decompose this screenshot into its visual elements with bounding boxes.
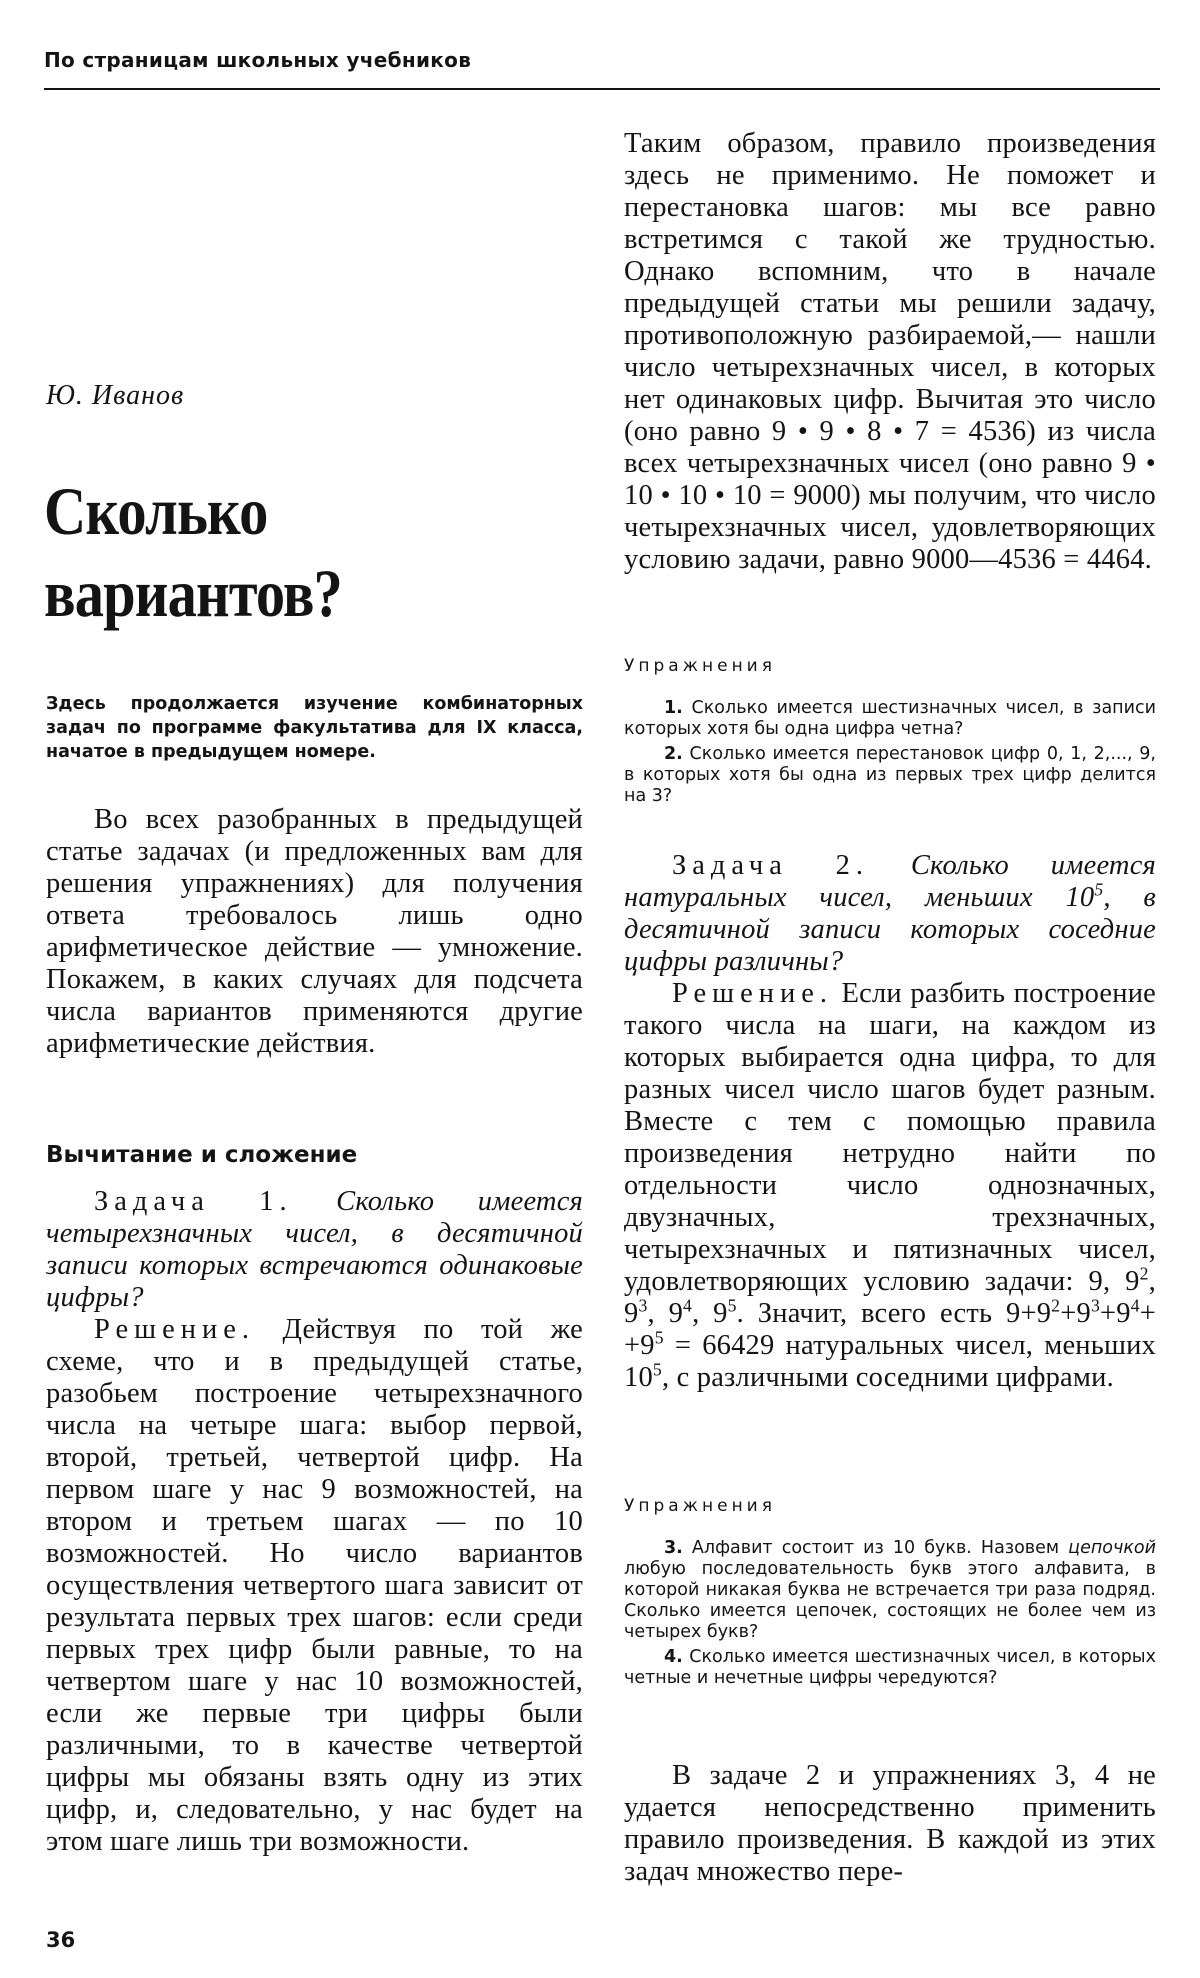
task-1-text: Сколько имеется четырехзначных чисел, в десятичной записи которых встречаются одинаковые цифры? [46, 1186, 584, 1313]
task-2-text-b: , в десятичной записи которых соседние цифры различны? [624, 882, 1156, 977]
exercise-4-number: 4. [664, 1647, 683, 1667]
exercise-2 [624, 744, 1156, 807]
section-heading: Вычитание и сложение [46, 1142, 358, 1168]
solution-1-text: Действуя по той же схеме, что и в предыдущей статье, разобьем построение четырехзначного числа на четыре шага: выбор первой, второй, третьей, четвертой цифр. На первом шаге у нас 9 возможностей, на втором и третьем шагах — по 10 возможностей. Но число вариантов осуществления четвертого шага зависит от результата первых трех шагов: если среди первых трех цифр были равные, то на четвертом шаге у нас 10 возможностей, если же первые три цифры были различными, то в качестве четвертой цифры мы обязаны взять одну из этих цифр, и, следовательно, у нас будет на этом шаге лишь три возможности. [46, 1314, 584, 1857]
exercise-2-number: 2. [664, 744, 683, 764]
solution-1 [46, 1314, 583, 1858]
exercises-block-1 [624, 656, 1156, 811]
exercise-4 [624, 1647, 1156, 1689]
exercise-1-text: Сколько имеется шестизначных чисел, в записи которых хотя бы одна цифра четна? [624, 698, 1156, 739]
task-2-exp: 5 [1094, 879, 1104, 900]
exercise-3-text-b: любую последовательность букв этого алфавита, в которой никакая буква не встречается три раза подряд. Сколько имеется цепочек, состоящих не более чем из четырех букв? [624, 1559, 1156, 1642]
right-column-top [624, 128, 1156, 576]
solution-1-label: Решение. [94, 1314, 255, 1345]
exercise-1-number: 1. [664, 698, 683, 718]
title-line-1: Сколько [44, 473, 268, 549]
running-header: По страницам школьных учебников [44, 48, 472, 72]
exercises-heading-1: Упражнения [624, 656, 776, 676]
solution-2-label: Решение. [672, 978, 833, 1009]
exercise-3 [624, 1538, 1156, 1643]
exercises-heading-2: Упражнения [624, 1496, 776, 1516]
solution-2: Решение. Если разбить построение такого числа на шаги, на каждом из которых выбирается одна цифра, то для разных чисел число шагов будет разным. Вместе с тем с помощью правила произведения нетрудно найти по отдельности число однозначных, двузначных, трехзначных, четырехзначных и пятизначных чисел, удовлетворяющих условию задачи: 9, $9^2$, $9^3$, $9^4$, $9^5$. Значит, всего есть $9+9^2+9^3+9^4+ +9^5 = 66429$ натуральных чисел, меньших $10^5$, с различными соседними цифрами. [624, 978, 1157, 1393]
exercises-list-2 [624, 1538, 1156, 1689]
closing-block [624, 1760, 1156, 1888]
closing-paragraph: В задаче 2 и упражнениях 3, 4 не удается непосредственно применить правило произведения. В каждой из этих задач множество пере- [624, 1760, 1156, 1887]
exercises-list-1 [624, 698, 1156, 807]
task-1-block [46, 1186, 583, 1858]
task-2 [624, 850, 1156, 978]
exercises-block-2 [624, 1496, 1156, 1693]
exercise-4-text: Сколько имеется шестизначных чисел, в которых четные и нечетные цифры чередуются? [624, 1647, 1156, 1688]
article-title [44, 470, 508, 634]
solution-2-d: , с различными соседними цифрами. [661, 1362, 1114, 1393]
header-rule [44, 88, 1160, 90]
page-number: 36 [46, 1928, 76, 1952]
task-2-text-a: Сколько имеется натуральных чисел, меньших 10 [624, 850, 1156, 913]
task-2-label: Задача 2. [672, 850, 869, 881]
conclusion-paragraph: Таким образом, правило произведения здесь не применимо. Не поможет и перестановка шагов: мы все равно встретимся с такой же трудностью. Однако вспомним, что в начале предыдущей статьи мы решили задачу, противоположную разбираемой,— нашли число четырехзначных чисел, в которых нет одинаковых цифр. Вычитая это число (оно равно 9 • 9 • 8 • 7 = 4536) из числа всех четырехзначных чисел (оно равно 9 • 10 • 10 • 10 = 9000) мы получим, что число четырехзначных чисел, удовлетворяющих условию задачи, равно 9000—4536 = 4464. [624, 128, 1156, 575]
task-2-block [624, 850, 1156, 1394]
task-1-label: Задача 1. [94, 1186, 293, 1217]
intro-paragraph: Во всех разобранных в предыдущей статье задачах (и предложенных вам для решения упражнениях) для получения ответа требовалось лишь одно арифметическое действие — умножение. Покажем, в каких случаях для подсчета числа вариантов применяются другие арифметические действия. [46, 804, 583, 1059]
solution-2-c: = 66429 натуральных чисел, меньших 10 [624, 1330, 1156, 1393]
lead-paragraph: Здесь продолжается изучение комбинаторных задач по программе факультатива для IX класса, начатое в предыдущем номере. [46, 694, 583, 762]
exercise-3-text-a: Алфавит состоит из 10 букв. Назовем [691, 1538, 1060, 1558]
exercise-3-number: 3. [664, 1538, 683, 1558]
task-1 [46, 1186, 583, 1314]
title-line-2: вариантов? [44, 555, 342, 631]
solution-2-b: . Значит, всего есть 9+9 [736, 1298, 1052, 1329]
exercise-2-text: Сколько имеется перестановок цифр 0, 1, 2,..., 9, в которых хотя бы одна из первых трех цифр делится на 3? [624, 744, 1156, 806]
intro-section [46, 804, 583, 1060]
author: Ю. Иванов [46, 380, 185, 411]
exercise-1 [624, 698, 1156, 740]
solution-2-a: Если разбить построение такого числа на шаги, на каждом из которых выбирается одна цифра, то для разных чисел число шагов будет разным. Вместе с тем с помощью правила произведения нетрудно найти по отдельности число однозначных, двузначных, трехзначных, четырехзначных и пятизначных чисел, удовлетворяющих условию задачи: 9, 9 [624, 978, 1156, 1297]
exercise-3-term: цепочкой [1068, 1538, 1156, 1558]
